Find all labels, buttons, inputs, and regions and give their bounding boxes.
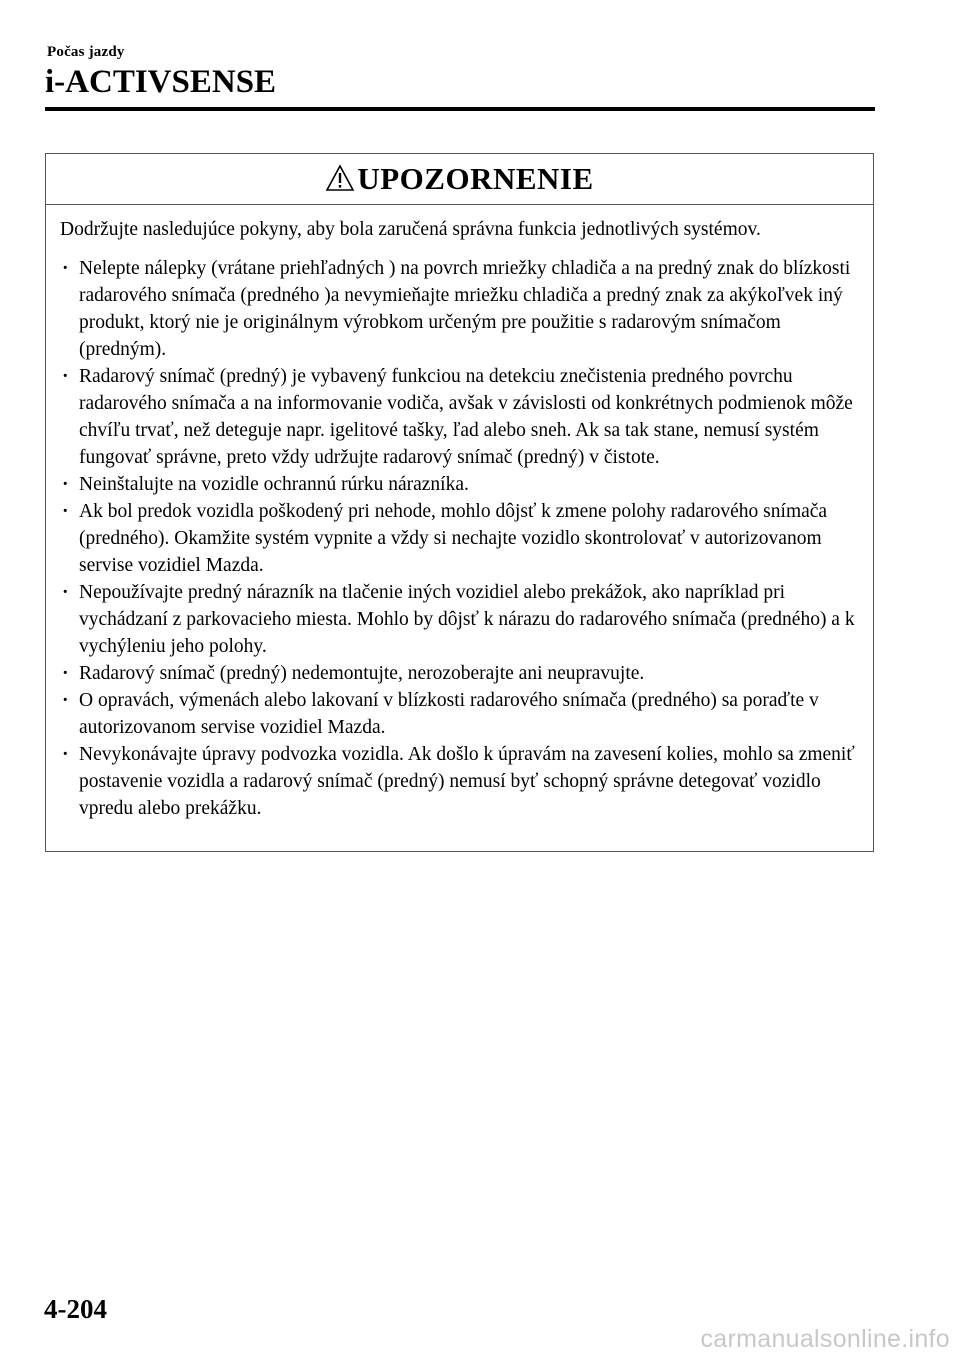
warning-item-text: Radarový snímač (predný) je vybavený funkciou na detekciu znečistenia predného povrchu radarového snímača a na informovanie vodiča, avšak v závislosti od konkrétnych podmienok môže chvíľu trvať, než deteguje napr. igelitové tašky, ľad alebo sneh. Ak sa tak stane, nemusí systém fungovať správne, preto vždy udržujte radarový snímač (predný) v čistote.: [79, 366, 853, 468]
warning-item-text: O opravách, výmenách alebo lakovaní v blízkosti radarového snímača (predného) sa poraďte v autorizovanom servise vozidiel Mazda.: [79, 690, 819, 738]
warning-intro: Dodržujte nasledujúce pokyny, aby bola zaručená správna funkcia jednotlivých systémov.: [60, 219, 761, 240]
warning-item-text: Nelepte nálepky (vrátane priehľadných ) na povrch mriežky chladiča a na predný znak do blízkosti radarového snímača (predného )a nevymieňajte mriežku chladiča a predný znak za akýkoľvek iný produkt, ktorý nie je originálnym výrobkom určeným pre použitie s radarovým snímačom (predným).: [79, 258, 851, 360]
bullet-dot: ·: [62, 474, 69, 495]
page-number: 4-204: [44, 1294, 107, 1324]
warning-box: [45, 153, 874, 852]
warning-header: [46, 154, 873, 205]
title-rule: [45, 107, 875, 111]
bullet-dot: ·: [62, 744, 69, 765]
warning-list-item: [60, 741, 860, 822]
bullet-dot: ·: [62, 690, 69, 711]
warning-list-item: [60, 660, 860, 687]
warning-list-item: [60, 255, 860, 363]
bullet-dot: ·: [62, 258, 69, 279]
warning-list-item: [60, 579, 860, 660]
bullet-dot: ·: [62, 582, 69, 603]
warning-item-text: Neinštalujte na vozidle ochrannú rúrku nárazníka.: [79, 474, 469, 495]
warning-list-item: [60, 498, 860, 579]
warning-item-text: Radarový snímač (predný) nedemontujte, nerozoberajte ani neupravujte.: [79, 663, 645, 684]
warning-list: [60, 255, 860, 822]
warning-item-text: Nevykonávajte úpravy podvozka vozidla. Ak došlo k úpravám na zavesení kolies, mohlo sa zmeniť postavenie vozidla a radarový snímač (predný) nemusí byť schopný správne detegovať vozidlo vpredu alebo prekážku.: [79, 744, 855, 819]
bullet-dot: ·: [62, 501, 69, 522]
warning-item-text: Nepoužívajte predný nárazník na tlačenie iných vozidiel alebo prekážok, ako napríklad pri vychádzaní z parkovacieho miesta. Mohlo by dôjsť k nárazu do radarového snímača (predného) a k vychýleniu jeho polohy.: [79, 582, 855, 657]
chapter-title: i-ACTIVSENSE: [45, 64, 277, 100]
section-label: Počas jazdy: [47, 44, 125, 60]
warning-list-item: [60, 471, 860, 498]
warning-triangle-icon: [325, 164, 355, 192]
warning-item-text: Ak bol predok vozidla poškodený pri nehode, mohlo dôjsť k zmene polohy radarového snímača (predného). Okamžite systém vypnite a vždy si nechajte vozidlo skontrolovať v autorizovanom servise vozidiel Mazda.: [79, 501, 828, 576]
warning-list-item: [60, 687, 860, 741]
bullet-dot: ·: [62, 366, 69, 387]
warning-list-item: [60, 363, 860, 471]
watermark: carmanualsonline.info: [700, 1325, 950, 1353]
warning-title: UPOZORNENIE: [357, 161, 594, 196]
bullet-dot: ·: [62, 663, 69, 684]
